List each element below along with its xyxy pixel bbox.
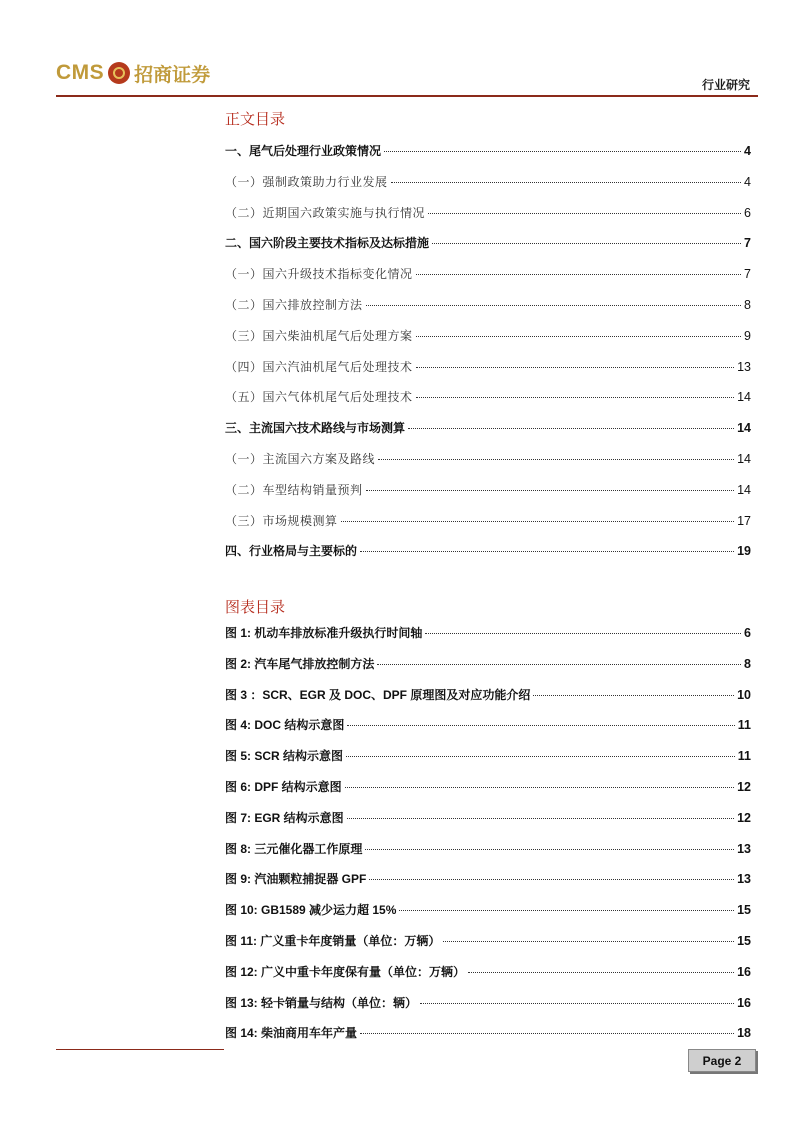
toc-entry[interactable] [225,419,751,450]
entry-page-number: 8 [744,297,751,312]
toc-entry[interactable] [225,142,751,173]
figure-entry[interactable] [225,686,751,717]
page-number: Page 2 [688,1049,756,1072]
entry-page-number: 14 [737,421,751,436]
entry-label: 一、尾气后处理行业政策情况 [225,144,382,158]
entry-label: 图 2: 汽车尾气排放控制方法 [225,656,375,671]
entry-label: 三、主流国六技术路线与市场测算 [225,421,406,436]
dot-leader [341,521,735,522]
toc-entry[interactable] [225,234,751,265]
dot-leader [345,787,734,788]
figure-entry[interactable] [225,716,751,747]
figure-list-title: 图表目录 [225,598,286,616]
toc-entry[interactable] [225,450,751,481]
entry-label: 图 3 ：SCR、EGR 及 DOC、DPF 原理图及对应功能介绍 [225,687,531,702]
entry-label: （二）车型结构销量预判 [225,482,363,497]
dot-leader [416,367,735,368]
figure-entry[interactable] [225,901,751,932]
entry-label: 图 12: 广义中重卡年度保有量（单位：万辆） [225,964,466,979]
entry-page-number: 18 [737,1026,751,1041]
dot-leader [420,1003,734,1004]
entry-label: （二）近期国六政策实施与执行情况 [225,205,426,220]
figure-entry[interactable] [225,747,751,778]
entry-page-number: 6 [744,205,751,220]
entry-label: 图 14: 柴油商用车年产量 [225,1026,358,1041]
figure-entry[interactable] [225,963,751,994]
dot-leader [416,274,742,275]
toc-entry[interactable] [225,542,751,573]
dot-leader [360,1033,734,1034]
toc-entry[interactable] [225,388,751,419]
footer-divider [56,1049,224,1050]
entry-label: 图 10: GB1589 减少运力超 15% [225,903,397,918]
entry-page-number: 11 [737,749,751,764]
entry-page-number: 13 [737,872,751,887]
dot-leader [432,243,741,244]
entry-page-number: 14 [737,451,751,466]
entry-label: （四）国六汽油机尾气后处理技术 [225,359,413,374]
entry-label: 图 6: DPF 结构示意图 [225,779,342,794]
toc-entry[interactable] [225,173,751,204]
dot-leader [533,695,734,696]
entry-page-number: 14 [737,390,751,405]
logo-text: CMS [56,61,105,84]
entry-page-number: 13 [737,841,751,856]
entry-label: （五）国六气体机尾气后处理技术 [225,390,413,405]
figure-entry[interactable] [225,840,751,871]
cms-logo [56,58,210,88]
entry-label: 四、行业格局与主要标的 [225,544,358,559]
entry-label: 图 13: 轻卡销量与结构（单位：辆） [225,995,418,1010]
entry-page-number: 16 [737,964,751,979]
dot-leader [347,818,734,819]
entry-page-number: 12 [737,779,751,794]
figure-entry[interactable] [225,778,751,809]
toc-entry[interactable] [225,265,751,296]
figure-entry[interactable] [225,809,751,840]
toc-entry[interactable] [225,481,751,512]
entry-page-number: 9 [744,328,751,343]
entry-page-number: 7 [744,267,751,282]
dot-leader [416,397,735,398]
entry-label: （二）国六排放控制方法 [225,297,363,312]
dot-leader [366,305,742,306]
entry-page-number: 15 [737,933,751,948]
toc-entry[interactable] [225,204,751,235]
figure-entry[interactable] [225,870,751,901]
figure-entry[interactable] [225,1024,751,1055]
entry-page-number: 15 [737,903,751,918]
entry-page-number: 11 [737,718,751,733]
dot-leader [443,941,734,942]
entry-label: 图 5: SCR 结构示意图 [225,749,344,764]
toc-entry[interactable] [225,512,751,543]
entry-page-number: 13 [737,359,751,374]
toc-title: 正文目录 [225,110,286,128]
entry-page-number: 16 [737,995,751,1010]
dot-leader [365,849,734,850]
dot-leader [408,428,734,429]
dot-leader [360,551,734,552]
dot-leader [377,664,741,665]
dot-leader [399,910,734,911]
entry-page-number: 10 [737,687,751,702]
entry-label: 图 11: 广义重卡年度销量（单位：万辆） [225,933,441,948]
figure-list [225,624,751,1055]
dot-leader [369,879,734,880]
page-header [56,58,756,98]
dot-leader [391,182,742,183]
dot-leader [425,633,741,634]
toc-entry[interactable] [225,296,751,327]
entry-label: 图 8: 三元催化器工作原理 [225,841,363,856]
dot-leader [428,213,741,214]
entry-label: 二、国六阶段主要技术指标及达标措施 [225,236,430,251]
entry-page-number: 6 [744,626,751,640]
entry-label: （一）国六升级技术指标变化情况 [225,267,413,282]
toc-entry[interactable] [225,327,751,358]
entry-page-number: 14 [737,482,751,497]
entry-page-number: 4 [744,174,751,189]
dot-leader [378,459,734,460]
entry-label: （三）市场规模测算 [225,513,338,528]
entry-page-number: 7 [744,236,751,251]
logo-chinese-name: 招商证券 [134,63,211,86]
entry-page-number: 19 [737,544,751,559]
toc-entry[interactable] [225,358,751,389]
entry-label: 图 4: DOC 结构示意图 [225,718,345,733]
figure-entry[interactable] [225,624,751,655]
header-divider [56,95,758,97]
dot-leader [366,490,735,491]
entry-page-number: 8 [744,656,751,671]
entry-label: 图 1: 机动车排放标准升级执行时间轴 [225,626,423,640]
industry-research-label: 行业研究 [701,78,750,92]
entry-label: （三）国六柴油机尾气后处理方案 [225,328,413,343]
entry-label: 图 7: EGR 结构示意图 [225,810,344,825]
entry-page-number: 17 [737,513,751,528]
logo-emblem-icon [108,62,130,84]
entry-page-number: 4 [744,144,751,158]
entry-page-number: 12 [737,810,751,825]
dot-leader [468,972,734,973]
entry-label: 图 9: 汽油颗粒捕捉器 GPF [225,872,367,887]
figure-entry[interactable] [225,655,751,686]
figure-entry[interactable] [225,932,751,963]
dot-leader [346,756,735,757]
entry-label: （一）主流国六方案及路线 [225,451,376,466]
entry-label: （一）强制政策助力行业发展 [225,174,388,189]
dot-leader [416,336,742,337]
toc-list [225,142,751,573]
figure-entry[interactable] [225,994,751,1025]
dot-leader [347,725,734,726]
dot-leader [384,151,741,152]
